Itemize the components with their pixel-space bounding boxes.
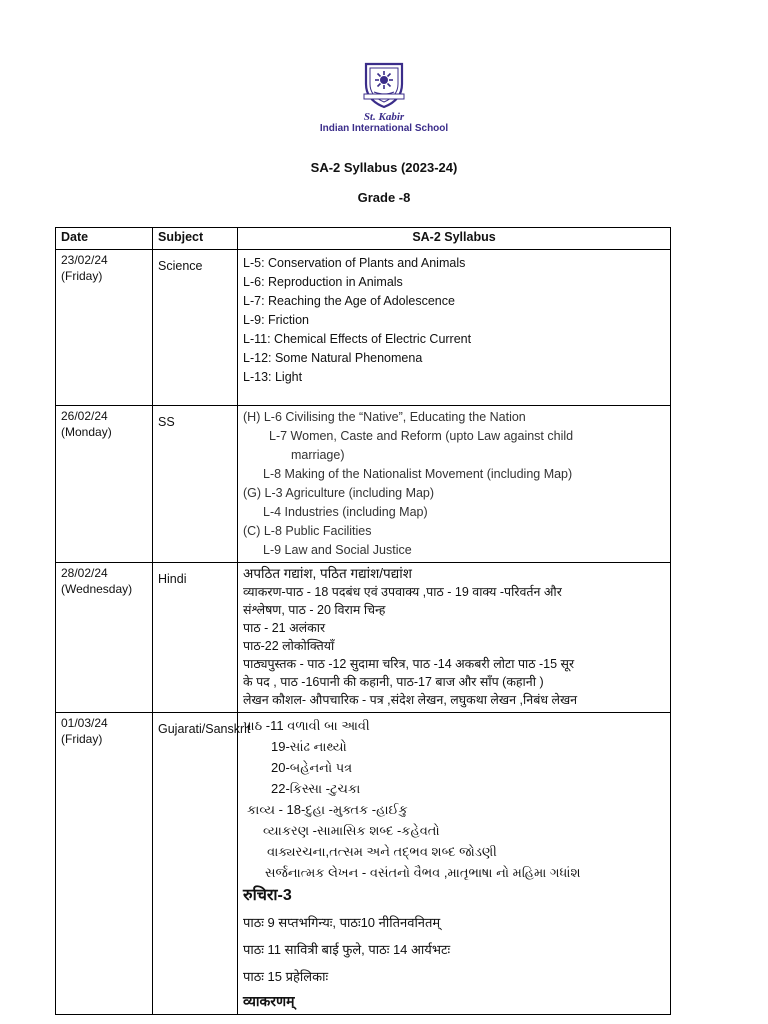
school-name-line2: Indian International School (319, 123, 449, 134)
syllabus-line: पाठ-22 लोकोक्तियाँ (243, 639, 335, 653)
syllabus-line: L-8 Making of the Nationalist Movement (including Map) (263, 467, 573, 481)
school-logo-block (0, 60, 768, 134)
syllabus-line: L-12: Some Natural Phenomena (243, 351, 423, 365)
subject-cell (153, 406, 238, 563)
subject-cell (153, 563, 238, 713)
syllabus-line: व्याकरण-पाठ - 18 पदबंध एवं उपवाक्य ,पाठ - 19 वाक्य -परिवर्तन और (243, 585, 562, 599)
gujarati-line: 20-બહેનનો પત્ર (271, 760, 353, 775)
document-title: SA-2 Syllabus (2023-24) (310, 160, 458, 175)
gujarati-line: પાઠ -11 વળાવી બા આવી (243, 718, 370, 733)
table-row-science (56, 250, 671, 406)
syllabus-line: पाठ्यपुस्तक - पाठ -12 सुदामा चरित्र, पाठ -14 अकबरी लोटा पाठ -15 सूर (243, 657, 575, 671)
subject-name: Science (158, 259, 203, 273)
sanskrit-line: पाठः 9 सप्तभगिन्यः, पाठः10 नीतिनवनितम् (243, 915, 441, 930)
syllabus-line: संश्लेषण, पाठ - 20 विराम चिन्ह (243, 603, 386, 617)
syllabus-line: marriage) (291, 448, 345, 462)
subject-cell (153, 250, 238, 406)
syllabus-line: L-7: Reaching the Age of Adolescence (243, 294, 455, 308)
gujarati-line: સર્જનાત્મક લેખન - વસંતનો વૈભવ ,માતૃભાષા નો મહિમા ગધાંશ (265, 865, 581, 880)
exam-date: 28/02/24 (Wednesday) (61, 566, 133, 596)
syllabus-cell (238, 250, 671, 406)
exam-date: 01/03/24 (Friday) (61, 716, 108, 746)
syllabus-line: लेखन कौशल- औपचारिक - पत्र ,संदेश लेखन, लघुकथा लेखन ,निबंध लेखन (243, 693, 578, 707)
syllabus-line: L-11: Chemical Effects of Electric Current (243, 332, 472, 346)
header-syllabus: SA-2 Syllabus (238, 228, 671, 250)
gujarati-line: વ્યાકરણ -સામાસિક શબ્દ -કહેવતો (263, 823, 440, 838)
syllabus-line: L-13: Light (243, 370, 303, 384)
sanskrit-line: पाठः 15 प्रहेलिकाः (243, 969, 329, 984)
syllabus-line: L-9: Friction (243, 313, 309, 327)
date-cell (56, 713, 153, 1015)
subject-name: SS (158, 415, 175, 429)
date-cell (56, 563, 153, 713)
exam-date: 23/02/24 (Friday) (61, 253, 108, 283)
syllabus-line: (C) L-8 Public Facilities (243, 524, 372, 538)
syllabus-line: L-4 Industries (including Map) (263, 505, 428, 519)
sanskrit-line: पाठः 11 सावित्री बाई फुले, पाठः 14 आर्यभटः (243, 942, 451, 957)
syllabus-cell (238, 406, 671, 563)
school-crest-logo (360, 60, 408, 110)
header-subject: Subject (153, 228, 238, 250)
table-header-row (56, 228, 671, 250)
school-name-line1: St. Kabir (363, 111, 405, 123)
syllabus-line: (G) L-3 Agriculture (including Map) (243, 486, 435, 500)
syllabus-line: के पद , पाठ -16पानी की कहानी, पाठ-17 बाज और साँप (कहानी ) (243, 675, 544, 689)
syllabus-line: (H) L-6 Civilising the “Native”, Educating the Nation (243, 410, 526, 424)
sanskrit-grammar-heading: व्याकरणम् (243, 993, 295, 1009)
date-cell (56, 250, 153, 406)
syllabus-cell (238, 713, 671, 1015)
syllabus-line: पाठ - 21 अलंकार (243, 621, 326, 635)
syllabus-line: अपठित गद्यांश, पठित गद्यांश/पद्यांश (243, 566, 412, 581)
subject-name: Gujarati/Sanskrit (158, 722, 251, 736)
gujarati-line: 19-સાંઢ નાથ્યો (271, 739, 347, 754)
table-row-ss (56, 406, 671, 563)
sanskrit-book-title: रुचिरा-3 (243, 887, 292, 904)
syllabus-line: L-7 Women, Caste and Reform (upto Law against child (269, 429, 574, 443)
subject-name: Hindi (158, 572, 187, 586)
gujarati-line: 22-કિસ્સા -ટુચકા (271, 781, 361, 796)
syllabus-line: L-9 Law and Social Justice (263, 543, 412, 557)
grade-heading: Grade -8 (357, 190, 411, 205)
header-date: Date (56, 228, 153, 250)
gujarati-line: કાવ્ય - 18-દુહા -મુક્તક -હાઈકુ (247, 802, 408, 817)
table-row-gujarati-sanskrit (56, 713, 671, 1015)
syllabus-line: L-6: Reproduction in Animals (243, 275, 403, 289)
date-cell (56, 406, 153, 563)
syllabus-cell (238, 563, 671, 713)
table-row-hindi (56, 563, 671, 713)
syllabus-line: L-5: Conservation of Plants and Animals (243, 256, 466, 270)
exam-date: 26/02/24 (Monday) (61, 409, 112, 439)
syllabus-table (55, 227, 671, 1015)
subject-cell (153, 713, 251, 1015)
gujarati-line: વાક્યરચના,તત્સમ અને તદ્ભવ શબ્દ જોડણી (267, 844, 497, 859)
